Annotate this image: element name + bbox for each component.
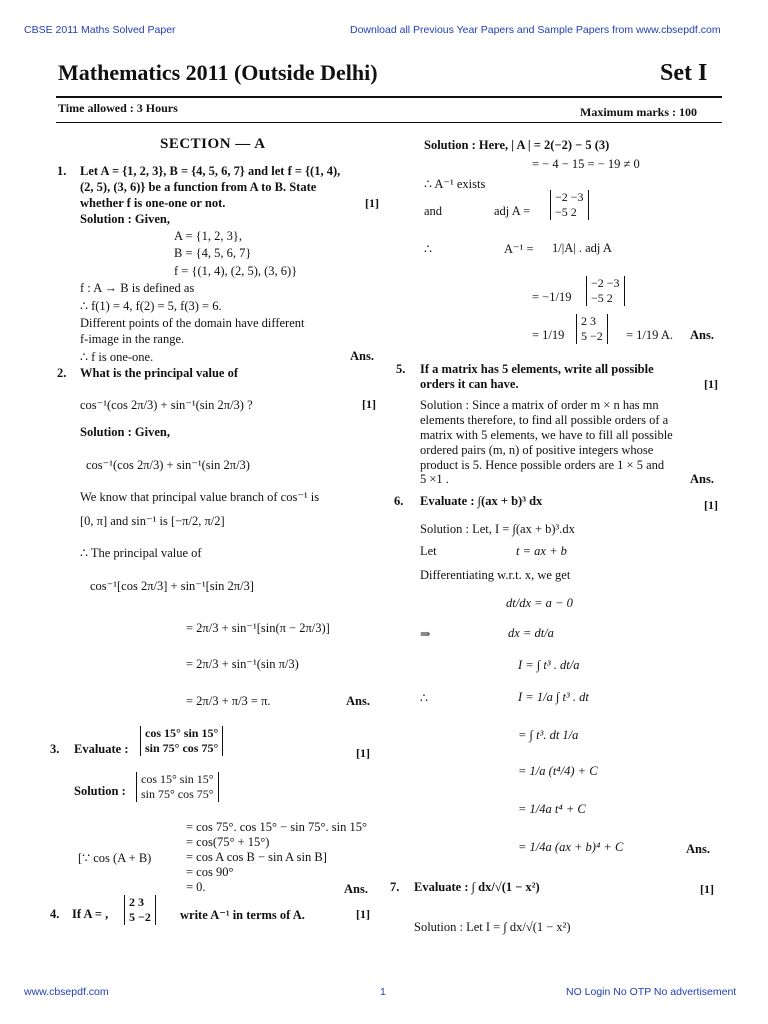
q6-step: dt/dx = a − 0 <box>506 596 573 610</box>
max-marks: Maximum marks : 100 <box>580 105 697 119</box>
q3-lead: Evaluate : <box>74 742 129 756</box>
adj-matrix <box>550 190 589 220</box>
q5-solution-line: elements therefore, to find all possible orders of a <box>420 413 669 427</box>
q6-step: = 1/4a t⁴ + C <box>518 802 586 816</box>
q5-line: If a matrix has 5 elements, write all possible <box>420 362 654 376</box>
q5-number: 5. <box>396 362 406 376</box>
header-right[interactable]: Download all Previous Year Papers and Sample Papers from www.cbsepdf.com <box>350 24 721 36</box>
q2-solution-label: Solution : Given, <box>80 425 170 439</box>
q1-step: Different points of the domain have different <box>80 316 305 330</box>
page-number: 1 <box>380 986 386 998</box>
q6-step: Differentiating w.r.t. x, we get <box>420 568 571 582</box>
q1-step: A = {1, 2, 3}, <box>174 229 243 243</box>
q4s-line: 1/|A| . adj A <box>552 241 612 255</box>
q5-ans: Ans. <box>690 472 714 486</box>
q2-line: We know that principal value branch of cos⁻¹ is <box>80 490 320 504</box>
set-label: Set I <box>660 60 708 86</box>
q6-number: 6. <box>394 494 404 508</box>
q3-step: = 0. <box>186 880 206 894</box>
q4s-ans: Ans. <box>690 328 714 342</box>
q3-sol-determinant <box>136 772 219 802</box>
q2-number: 2. <box>57 366 67 380</box>
q4s-line: = − 4 − 15 = − 19 ≠ 0 <box>532 157 640 171</box>
footer-tagline: NO Login No OTP No advertisement <box>566 986 737 998</box>
q4-matrix <box>124 895 156 925</box>
q5-solution-line: matrix with 5 elements, we have to fill all possible <box>420 428 673 442</box>
q3-step-note: [∵ cos (A + B) <box>78 851 152 865</box>
matrix-row: −2 −3 <box>591 276 620 290</box>
q2-ans: Ans. <box>346 694 370 708</box>
matrix <box>576 314 608 344</box>
q3-det-row: cos 15° sin 15° <box>145 726 219 740</box>
q6-step: t = ax + b <box>516 544 567 558</box>
q2-step: = 2π/3 + sin⁻¹(sin π/3) <box>186 657 299 671</box>
q2-step: = 2π/3 + π/3 = π. <box>186 694 271 708</box>
q1-mark: [1] <box>365 196 379 210</box>
implies-symbol: ⇒ <box>420 627 431 641</box>
q4-lead: If A = , <box>72 907 109 921</box>
q1-step: f = {(1, 4), (2, 5), (3, 6)} <box>174 264 298 278</box>
q1-ans: Ans. <box>350 349 374 363</box>
therefore-symbol: ∴ <box>420 691 428 705</box>
q3-step: = cos A cos B − sin A sin B] <box>186 850 327 864</box>
q1-line: Let A = {1, 2, 3}, B = {4, 5, 6, 7} and let f = {(1, 4), <box>80 164 341 178</box>
matrix-row: −5 2 <box>555 205 577 219</box>
q3-number: 3. <box>50 742 60 756</box>
q4-matrix-row: 5 −2 <box>129 910 151 924</box>
q5-solution-line: Solution : Since a matrix of order m × n has mn <box>420 398 659 412</box>
q1-step: f-image in the range. <box>80 332 185 346</box>
matrix-row: −2 −3 <box>555 190 584 204</box>
q2-expression: cos⁻¹(cos 2π/3) + sin⁻¹(sin 2π/3) ? <box>80 398 253 412</box>
q3-det-row: sin 75° cos 75° <box>141 787 214 801</box>
q2-mark: [1] <box>362 397 376 411</box>
q6-lead: Evaluate : ∫(ax + b)³ dx <box>420 494 543 508</box>
q5-solution-line: product is 5. Hence possible orders are 1 × 5 and <box>420 458 665 472</box>
q4-tail: write A⁻¹ in terms of A. <box>180 908 305 922</box>
q6-step: = 1/a (t⁴/4) + C <box>518 764 598 778</box>
q1-line: whether f is one-one or not. <box>80 196 226 210</box>
q5-solution-line: 5 ×1 . <box>420 472 449 486</box>
q7-mark: [1] <box>700 882 714 896</box>
matrix <box>586 276 625 306</box>
q5-mark: [1] <box>704 377 718 391</box>
q4s-line: Solution : Here, | A | = 2(−2) − 5 (3) <box>424 138 610 152</box>
header-left: CBSE 2011 Maths Solved Paper <box>24 24 176 36</box>
q4-mark: [1] <box>356 907 370 921</box>
q3-det-row: sin 75° cos 75° <box>145 741 219 755</box>
q3-det-row: cos 15° sin 15° <box>141 772 214 786</box>
q4s-line: = 1/19 <box>532 328 565 342</box>
q2-line: [0, π] and sin⁻¹ is [−π/2, π/2] <box>80 514 225 528</box>
q7-number: 7. <box>390 880 400 894</box>
q6-step: I = 1/a ∫ t³ . dt <box>518 690 589 704</box>
q4-matrix-row: 2 3 <box>129 895 144 909</box>
q6-step: dx = dt/a <box>508 626 554 640</box>
q4-number: 4. <box>50 907 60 921</box>
q4s-line: A⁻¹ = <box>504 242 534 256</box>
q6-step: = ∫ t³. dt 1/a <box>518 728 579 742</box>
q4s-line: ∴ A⁻¹ exists <box>424 177 486 191</box>
paper-title: Mathematics 2011 (Outside Delhi) <box>58 60 378 85</box>
q1-number: 1. <box>57 164 67 178</box>
matrix-row: 5 −2 <box>581 329 603 343</box>
q3-mark: [1] <box>356 746 370 760</box>
q6-ans: Ans. <box>686 842 710 856</box>
q1-solution-label: Solution : Given, <box>80 212 170 226</box>
q6-step: Let <box>420 544 437 558</box>
q1-step: ∴ f(1) = 4, f(2) = 5, f(3) = 6. <box>80 299 222 313</box>
q3-solution-label: Solution : <box>74 784 126 798</box>
q1-line: (2, 5), (3, 6)} be a function from A to B. State <box>80 180 317 194</box>
q5-solution-line: ordered pairs (m, n) of positive integers whose <box>420 443 654 457</box>
q4s-line: = −1/19 <box>532 290 572 304</box>
q2-step: cos⁻¹[cos 2π/3] + sin⁻¹[sin 2π/3] <box>90 579 254 593</box>
q7-step: Solution : Let I = ∫ dx/√(1 − x²) <box>414 920 571 934</box>
q3-step: = cos 90° <box>186 865 234 879</box>
q4s-line: = 1/19 A. <box>626 328 673 342</box>
matrix-row: 2 3 <box>581 314 596 328</box>
section-heading: SECTION — A <box>160 136 266 152</box>
q3-step: = cos(75° + 15°) <box>186 835 270 849</box>
q4s-line: adj A = <box>494 204 531 218</box>
q4s-line: and <box>424 204 443 218</box>
title-rule <box>56 96 722 98</box>
q2-step: = 2π/3 + sin⁻¹[sin(π − 2π/3)] <box>186 621 330 635</box>
q6-step: = 1/4a (ax + b)⁴ + C <box>518 840 624 854</box>
q3-determinant <box>140 726 223 756</box>
q7-lead: Evaluate : ∫ dx/√(1 − x²) <box>414 880 540 894</box>
q6-step: I = ∫ t³ . dt/a <box>518 658 580 672</box>
q6-step: Solution : Let, I = ∫(ax + b)³.dx <box>420 522 575 536</box>
meta-rule <box>56 122 722 123</box>
q1-step: ∴ f is one-one. <box>80 350 154 364</box>
q3-ans: Ans. <box>344 882 368 896</box>
q5-line: orders it can have. <box>420 377 519 391</box>
q1-step: f : A → B is defined as <box>80 281 195 295</box>
q6-mark: [1] <box>704 498 718 512</box>
time-allowed: Time allowed : 3 Hours <box>58 101 178 115</box>
therefore-symbol: ∴ <box>424 242 432 256</box>
q2-line: What is the principal value of <box>80 366 238 380</box>
footer-website-link[interactable]: www.cbsepdf.com <box>24 986 109 998</box>
q2-given: cos⁻¹(cos 2π/3) + sin⁻¹(sin 2π/3) <box>86 458 250 472</box>
q2-line: ∴ The principal value of <box>80 546 202 560</box>
q1-step: B = {4, 5, 6, 7} <box>174 246 252 260</box>
matrix-row: −5 2 <box>591 291 613 305</box>
q3-step: = cos 75°. cos 15° − sin 75°. sin 15° <box>186 820 367 834</box>
